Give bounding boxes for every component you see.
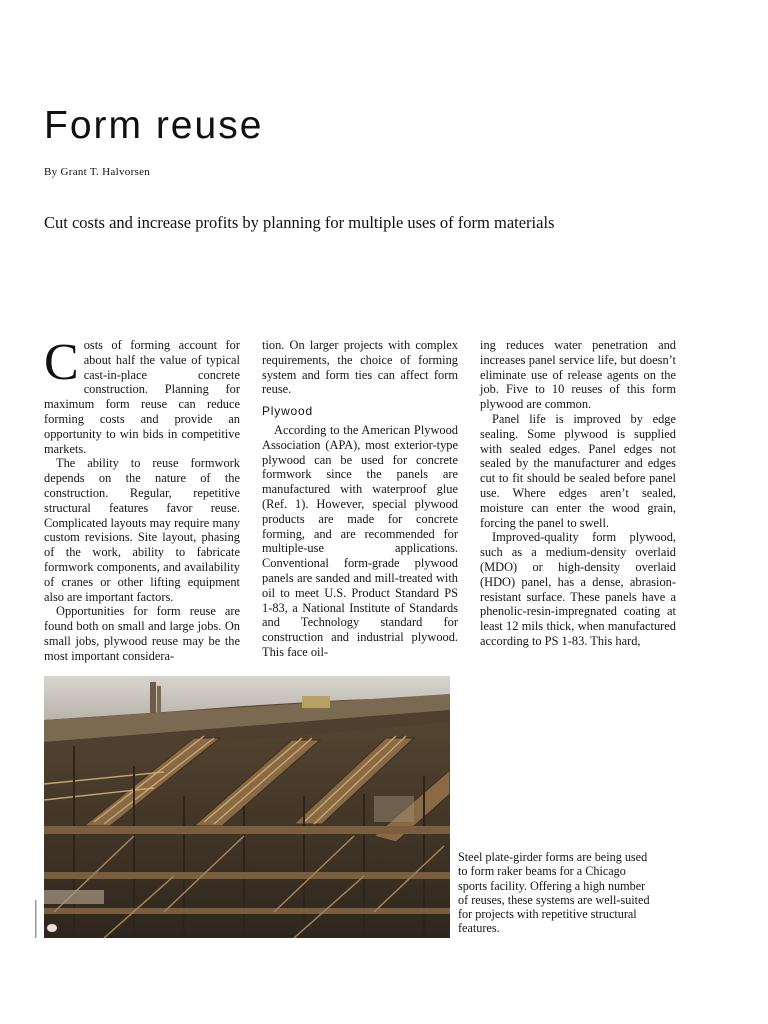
paragraph: According to the American Plywood Association (APA), most exterior-type plywood can be used for concrete formwork since the panels are manufactured with waterproof glue (Ref. 1). However, special plywood products are made for concrete forming, and are recommended for multiple-use applications. Conventional form-grade plywood panels are sanded and mill-treated with oil to meet U.S. Product Standard PS 1-83, a National Institute of Standards and Technology standard for construction and industrial plywood. This face oil- bbox=[262, 422, 458, 659]
construction-photo bbox=[44, 676, 450, 938]
paragraph: ing reduces water penetration and increases panel service life, but doesn’t eliminate use of release agents on the job. Five to 10 reuses of this form plywood are common. bbox=[480, 338, 676, 412]
byline: By Grant T. Halvorsen bbox=[44, 166, 151, 178]
paragraph: Panel life is improved by edge sealing. Some plywood is supplied with sealed edges. Panel edges not sealed by the manufacturer and edges cut to fit should be sealed before panel use. Where edges aren’t sealed, moisture can enter the wood grain, forcing the panel to swell. bbox=[480, 411, 676, 530]
body-column-3 bbox=[480, 338, 676, 649]
paragraph: tion. On larger projects with complex requirements, the choice of forming system and form ties can affect form reuse. bbox=[262, 338, 458, 397]
body-column-2 bbox=[262, 338, 458, 660]
paragraph bbox=[44, 334, 240, 456]
paragraph: The ability to reuse formwork depends on the nature of the construction. Regular, repetitive structural features favor reuse. Complicated layouts may require many custom revisions. Site layout, phasing of the work, ability to fabricate formwork components, and availability of cranes or other lifting equipment also are important factors. bbox=[44, 456, 240, 604]
paragraph: Opportunities for form reuse are found both on small and large jobs. On small jobs, plywood reuse may be the most important considera- bbox=[44, 604, 240, 663]
body-column-1 bbox=[44, 334, 240, 664]
section-subhead: Plywood bbox=[262, 404, 313, 419]
article-title: Form reuse bbox=[44, 104, 264, 147]
paragraph-text: osts of forming account for about half the value of typical cast-in-place concrete construction. Planning for maximum form reuse can reduce forming costs and provide an opportunity to win bids in competitive markets. bbox=[44, 338, 240, 456]
drop-cap: C bbox=[44, 334, 79, 391]
figure-caption: Steel plate-girder forms are being used to form raker beams for a Chicago sports facility. Offering a high number of reuses, these systems are well-suited for projects with repetitive structural features. bbox=[458, 850, 650, 936]
paragraph: Improved-quality form plywood, such as a medium-density overlaid (MDO) or high-density overlaid (HDO) panel, has a dense, abrasion-resistant surface. These panels have a phenolic-resin-impregnated coating at least 12 mils thick, when manufactured according to PS 1-83. This hard, bbox=[480, 530, 676, 648]
article-deck: Cut costs and increase profits by planning for multiple uses of form materials bbox=[44, 213, 555, 232]
photo-credit-mark bbox=[33, 900, 39, 938]
